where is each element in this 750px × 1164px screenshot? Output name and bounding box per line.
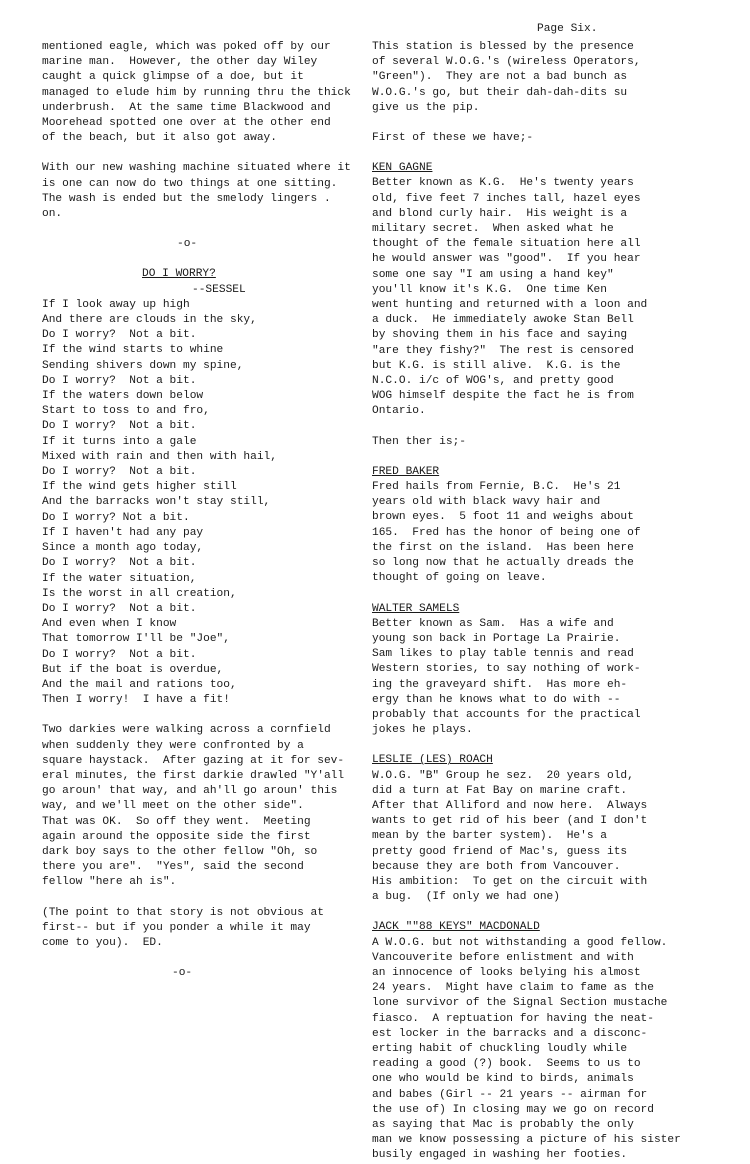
haystack-paragraph: Two darkies were walking across a cornfield when suddenly they were confronted by a square haystack. After gazing at it for sev- eral minutes, the first darkie drawled "Y'all go aroun' that way, and ah'll go aroun' this way, and we'll meet on the other side". That was OK. So off they went. Meeting again around the opposite side the first dark boy says to the other fellow "Oh, so there you are". "Yes", said the second fellow "here ah is". [42, 724, 345, 889]
separator: -o- [172, 967, 193, 980]
profile-name: FRED BAKER [372, 465, 440, 478]
intro-paragraph: This station is blessed by the presence of several W.O.G.'s (wireless Operators, "Green"). They are not a bad bunch as W.O.G.'s go, but their dah-dah-dits su give us the pip. [372, 41, 641, 114]
profile-name: JACK ""88 KEYS" MACDONALD [372, 921, 540, 934]
right-column [372, 40, 722, 1164]
left-column [42, 40, 372, 981]
profile-name: WALTER SAMELS [372, 602, 460, 615]
eagle-paragraph: mentioned eagle, which was poked off by our marine man. However, the other day Wiley caught a quick glimpse of a doe, but it managed to elude him by running thru the thick underbrush. At the same time Blackwood and Moorehead spotted one over at the other end of the beach, but it also got away. [42, 41, 351, 145]
poem-title: DO I WORRY? [142, 268, 216, 281]
profile-text: W.O.G. "B" Group he sez. 20 years old, did a turn at Fat Bay on marine craft. After that Alliford and now here. Always wants to get rid of his beer (and I don't mean by the barter system). He's a pretty good friend of Mac's, guess its because they are both from Vancouver. His ambition: To get on the circuit with a bug. (If only we had one) [372, 769, 648, 904]
then-line: Then ther is;- [372, 435, 466, 448]
profile-name: LESLIE (LES) ROACH [372, 754, 493, 767]
profile-text: Better known as K.G. He's twenty years old, five feet 7 inches tall, hazel eyes and blond curly hair. His weight is a military secret. When asked what he thought of the female situation here all he would answer was "good". If you hear some one say "I am using a hand key" you'll know it's K.G. One time Ken went hunting and returned with a loon and a duck. He immediately awoke Stan Bell by shoving them in his face and saying "are they fishy?" The rest is censored but K.G. is still alive. K.G. is the N.C.O. i/c of WOG's, and pretty good WOG himself despite the fact he is from Ontario. [372, 177, 648, 418]
page-number: Page Six. [537, 23, 598, 35]
washing-machine-paragraph: With our new washing machine situated where it is one can now do two things at one sitting. The wash is ended but the smelody lingers . on. [42, 162, 351, 221]
poem-author: --SESSEL [192, 283, 246, 296]
profile-text: Fred hails from Fernie, B.C. He's 21 years old with black wavy hair and brown eyes. 5 foot 11 and weighs about 165. Fred has the honor of being one of the first on the island. Has been here so long now that he actually dreads the thought of going on leave. [372, 481, 641, 585]
separator: -o- [177, 238, 198, 251]
profile-name: KEN GAGNE [372, 162, 433, 175]
profile-text: A W.O.G. but not withstanding a good fellow. Vancouverite before enlistment and with an innocence of looks belying his almost 24 years. Might have claim to fame as the lone survivor of the Signal Section mustache fiasco. A reptuation for having the neat- est locker in the barracks and a disconc- erting habit of chuckling loudly while reading a good (?) book. Seems to us to one who would be kind to birds, animals and babes (Girl -- 21 years -- airman for the use of) In closing may we go on record as saying that Mac is probably the only man we know possessing a picture of his sister busily engaged in washing her footies. [372, 936, 681, 1162]
poem-body: If I look away up high And there are clouds in the sky, Do I worry? Not a bit. If the wind starts to whine Sending shivers down my spine, Do I worry? Not a bit. If the waters down below Start to toss to and fro, Do I worry? Not a bit. If it turns into a gale Mixed with rain and then with hail, Do I worry? Not a bit. If the wind gets higher still And the barracks won't stay still, Do I worry? Not a bit. If I haven't had any pay Since a month ago today, Do I worry? Not a bit. If the water situation, Is the worst in all creation, Do I worry? Not a bit. And even when I know That tomorrow I'll be "Joe", Do I worry? Not a bit. But if the boat is overdue, And the mail and rations too, Then I worry! I have a fit! [42, 298, 277, 707]
profile-text: Better known as Sam. Has a wife and young son back in Portage La Prairie. Sam likes to play table tennis and read Western stories, to say nothing of work- ing the graveyard shift. Has more eh- ergy than he knows what to do with -- probably that accounts for the practical jokes he plays. [372, 617, 641, 737]
first-line: First of these we have;- [372, 132, 534, 145]
editor-note: (The point to that story is not obvious at first-- but if you ponder a while it may come to you). ED. [42, 906, 324, 949]
